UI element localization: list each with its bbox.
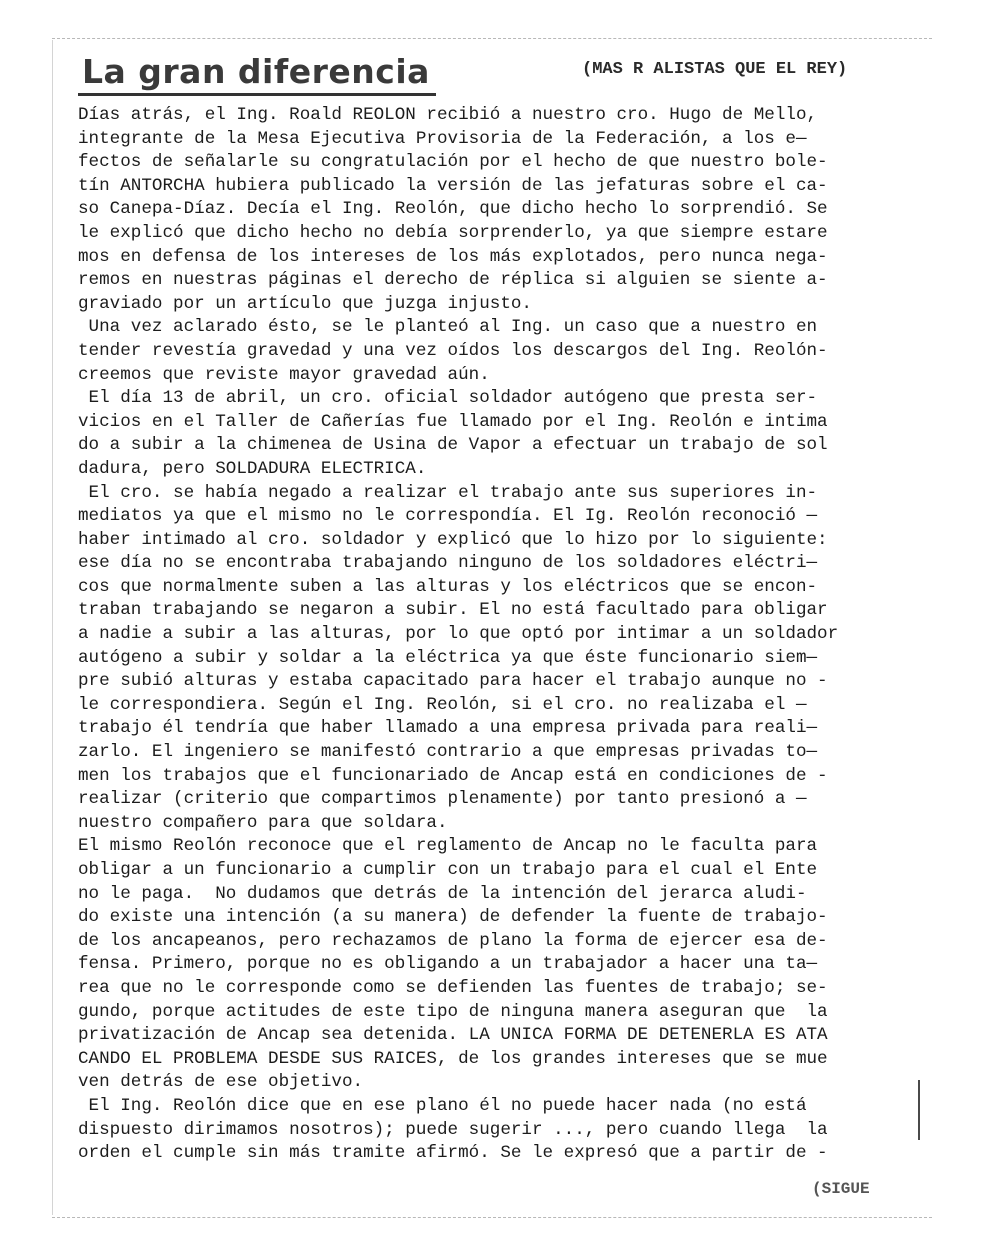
text-line: El día 13 de abril, un cro. oficial soldador autógeno que presta ser- [78, 388, 818, 409]
text-line: zarlo. El ingeniero se manifestó contrario a que empresas privadas to— [78, 742, 818, 763]
text-line: graviado por un artículo que juzga injusto. [78, 293, 532, 314]
text-line [78, 1166, 918, 1190]
text-line: do existe una intención (a su manera) de defender la fuente de trabajo- [78, 907, 828, 928]
text-line: gundo, porque actitudes de este tipo de ninguna manera aseguran que la [78, 1001, 828, 1022]
text-line: El cro. se había negado a realizar el trabajo ante sus superiores in- [78, 482, 818, 503]
page-edge-left [52, 40, 53, 1215]
text-line: ese día no se encontraba trabajando ninguno de los soldadores eléctri— [78, 553, 818, 574]
text-line: le correspondiera. Según el Ing. Reolón, si el cro. no realizaba el — [78, 694, 807, 715]
text-line: fectos de señalarle su congratulación por el hecho de que nuestro bole- [78, 152, 828, 173]
article-body [78, 104, 918, 1189]
text-line: haber intimado al cro. soldador y explicó que lo hizo por lo siguiente: [78, 529, 828, 550]
text-line: Días atrás, el Ing. Roald REOLON recibió a nuestro cro. Hugo de Mello, [78, 105, 818, 125]
text-line: nuestro compañero para que soldara. [78, 812, 448, 833]
text-line: dadura, pero SOLDADURA ELECTRICA. [78, 458, 427, 479]
text-line: obligar a un funcionario a cumplir con un trabajo para el cual el Ente [78, 860, 818, 880]
text-line: le explicó que dicho hecho no debía sorprenderlo, ya que siempre estare [78, 222, 828, 243]
text-line: cos que normalmente suben a las alturas y los eléctricos que se encon- [78, 576, 818, 597]
text-line: autógeno a subir y soldar a la eléctrica ya que éste funcionario siem— [78, 647, 818, 668]
text-line: realizar (criterio que compartimos plenamente) por tanto presionó a — [78, 789, 807, 810]
text-line: El mismo Reolón reconoce que el reglamento de Ancap no le faculta para [78, 836, 818, 857]
text-line: integrante de la Mesa Ejecutiva Provisoria de la Federación, a los e— [78, 128, 807, 149]
text-line: creemos que reviste mayor gravedad aún. [78, 364, 490, 385]
text-line: mos en defensa de los intereses de los más explotados, pero nunca nega- [78, 246, 828, 267]
headline: La gran diferencia [78, 52, 436, 96]
text-line: vicios en el Taller de Cañerías fue llamado por el Ing. Reolón e intima [78, 411, 828, 432]
text-line: men los trabajos que el funcionariado de Ancap está en condiciones de - [78, 765, 828, 786]
text-line: Una vez aclarado ésto, se le planteó al Ing. un caso que a nuestro en [78, 317, 818, 338]
text-line: privatización de Ancap sea detenida. LA UNICA FORMA DE DETENERLA ES ATA [78, 1025, 828, 1046]
text-line: rea que no le corresponde como se defienden las fuentes de trabajo; se- [78, 977, 828, 998]
text-line: pre subió alturas y estaba capacitado para hacer el trabajo aunque no - [78, 671, 828, 692]
text-line: CANDO EL PROBLEMA DESDE SUS RAICES, de los grandes intereses que se mue [78, 1048, 828, 1069]
text-line: ven detrás de ese objetivo. [78, 1072, 364, 1093]
text-line: traban trabajando se negaron a subir. El no está facultado para obligar [78, 600, 828, 621]
text-line: de los ancapeanos, pero rechazamos de plano la forma de ejercer esa de- [78, 930, 828, 951]
text-line: mediatos ya que el mismo no le correspondía. El Ig. Reolón reconoció — [78, 506, 818, 527]
margin-mark [918, 1080, 920, 1140]
text-line: fensa. Primero, porque no es obligando a un trabajador a hacer una ta— [78, 954, 818, 975]
text-line: El Ing. Reolón dice que en ese plano él no puede hacer nada (no está [78, 1095, 807, 1116]
text-line: tender revestía gravedad y una vez oídos los descargos del Ing. Reolón- [78, 340, 828, 361]
kicker: (MAS R ALISTAS QUE EL REY) [582, 60, 848, 79]
text-line: dispuesto dirimamos nosotros); puede sugerir ..., pero cuando llega la [78, 1119, 828, 1140]
continued-marker: (SIGUE [812, 1180, 870, 1198]
text-line: a nadie a subir a las alturas, por lo que optó por intimar a un soldador [78, 624, 839, 645]
text-line: no le paga. No dudamos que detrás de la intención del jerarca aludi- [78, 883, 807, 904]
text-line: remos en nuestras páginas el derecho de réplica si alguien se siente a- [78, 270, 828, 291]
text-line: do a subir a la chimenea de Usina de Vapor a efectuar un trabajo de sol [78, 435, 828, 456]
text-line: trabajo él tendría que haber llamado a una empresa privada para reali— [78, 718, 818, 739]
text-line: so Canepa-Díaz. Decía el Ing. Reolón, que dicho hecho lo sorprendió. Se [78, 199, 828, 220]
text-line: orden el cumple sin más tramite afirmó. Se le expresó que a partir de - [78, 1143, 828, 1164]
text-line: tín ANTORCHA hubiera publicado la versión de las jefaturas sobre el ca- [78, 175, 828, 196]
